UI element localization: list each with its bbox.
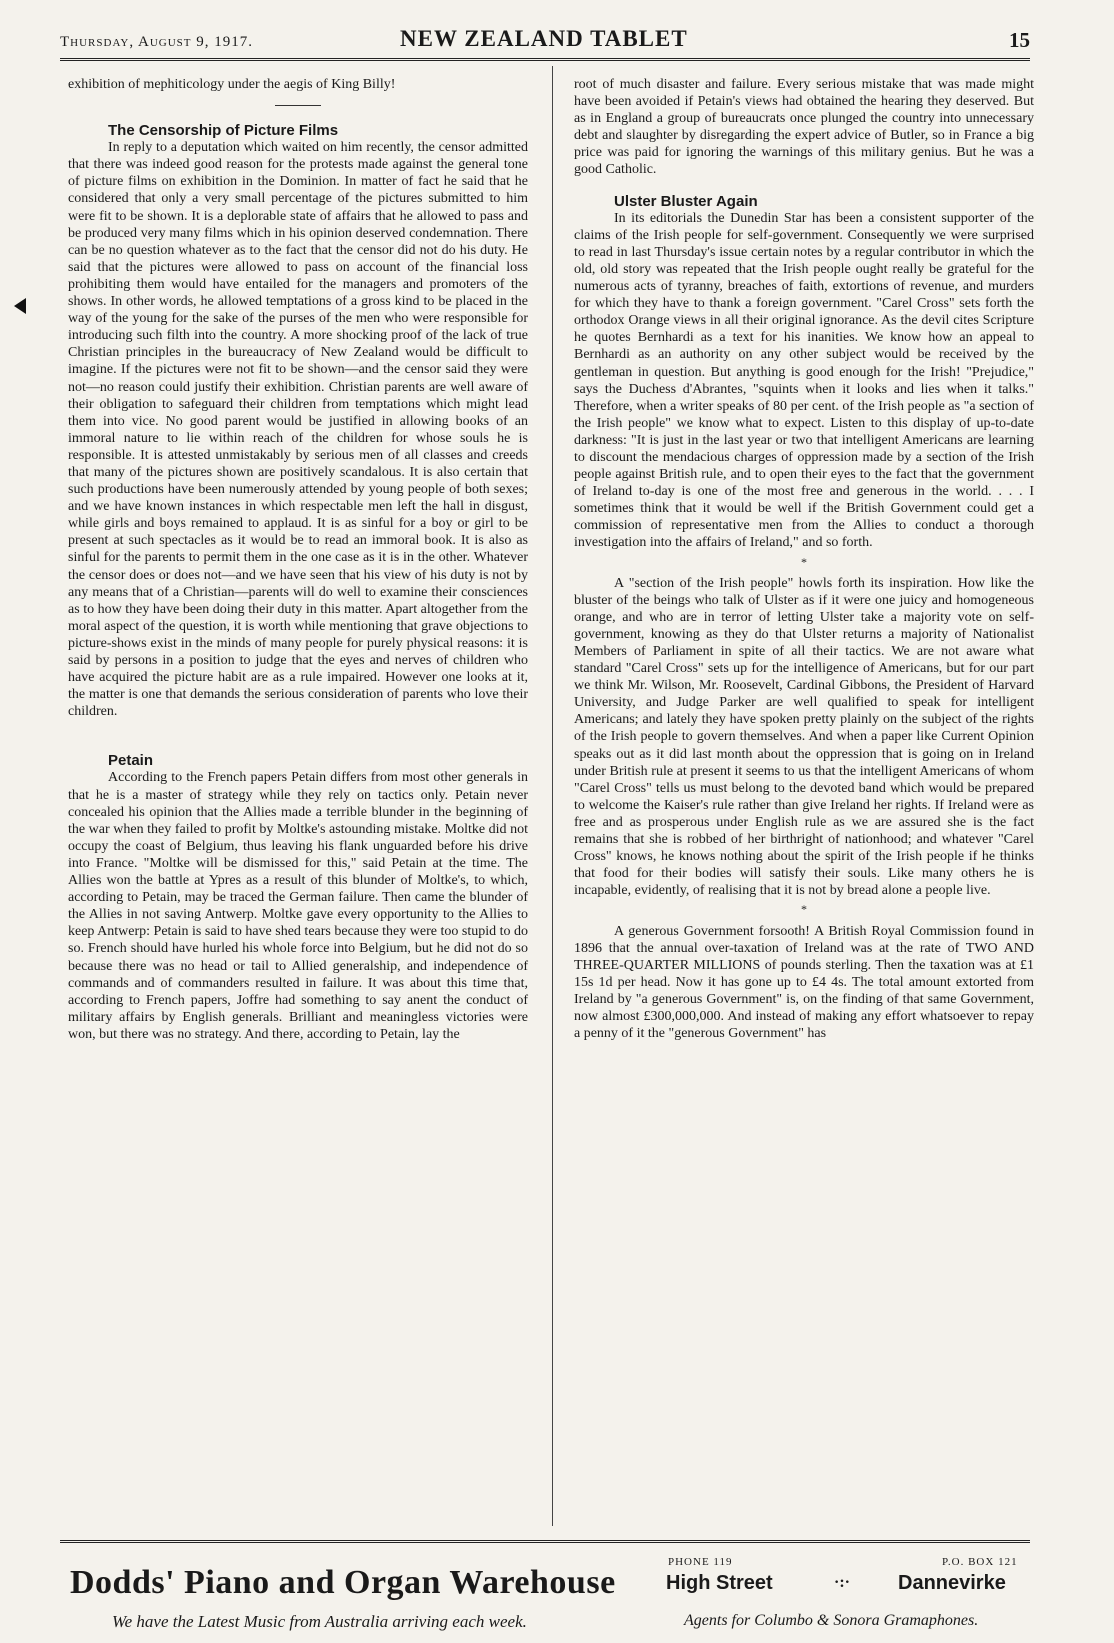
footer-rule	[60, 1540, 1030, 1543]
asterisk-divider: *	[801, 902, 807, 917]
ulster-paragraph-2: A "section of the Irish people" howls forth its inspiration. How like the bluster of the beings who talk of Ulster as if it were one juicy and homogeneous orange, and who are in terror of letting Ulster take a majority vote on self-government, knowing as they do that Ulster returns a majority of Nationalist Members of Parliament in spite of all their tactics. We are not aware what standard "Carel Cross" sets up for the intelligence of Americans, but for our part we think Mr. Wilson, Mr. Roosevelt, Cardinal Gibbons, the President of Harvard University, and Judge Parker are well qualified to speak for intelligent Americans; and lately they have spoken pretty plainly on the subject of the rights of the Irish people to govern themselves. And when a paper like Current Opinion speaks out as it did last month about the oppression that is going on in Ireland under British rule at present it seems to us that the intelligent Americans of whom "Carel Cross" tells us must belong to the devoted band which would be prepared to welcome the Kaiser's rule rather than give Ireland her rights. If Ireland were as free and as prosperous under English rule as we are assured she is the fact remains that she is robbed of her birthright of nationhood; and whatever "Carel Cross" knows, he knows nothing about the spirit of the Irish people if he thinks that food for their bodies will satisfy their souls. Like many others he is incapable, evidently, of realising that it is not by bread alone a people live.	[574, 575, 1034, 899]
publication-title: NEW ZEALAND TABLET	[400, 26, 688, 51]
margin-pointer-icon	[14, 298, 26, 314]
films-heading: The Censorship of Picture Films	[108, 122, 339, 140]
continued-paragraph: root of much disaster and failure. Every serious mistake that was made might have been avoided if Petain's views had obtained the hearing they deserved. But as in England a group of bureaucrats once plunged the country into unnecessary debt and slaughter by disregarding the expert advice of Butler, so in France a big price was paid for ignoring the warnings of this military genius. But he was a good Catholic.	[574, 77, 1034, 178]
address-separator: ·:·	[834, 1574, 850, 1591]
advertisement	[60, 1550, 1030, 1630]
issue-date: Thursday, August 9, 1917.	[60, 34, 253, 50]
section-divider	[275, 105, 321, 106]
ulster-paragraph-1: In its editorials the Dunedin Star has been a consistent supporter of the claims of the Irish people for self-government. Consequently we were surprised to read in last Thursday's issue certain notes by a regular contributor in which the old, old story was repeated that the Irish people ought really be grateful for the numerous acts of tyranny, breaches of faith, extortions of revenue, and murders for which they have to thank a foreign government. "Carel Cross" sets forth the orthodox Orange views in all their original ignorance. As the devil cites Scripture he quotes Bernhardi as a text for his inanities. We know how an appeal to Bernhardi as an authority on any other subject would be received by the gentleman in question. But anything is good enough for the Irish! "Prejudice," says the Duchess d'Abrantes, "squints when it looks and lies when it talks." Therefore, when a writer speaks of 80 per cent. of the Irish people as "a section of the Irish people" we know what to expect. Listen to this display of up-to-date darkness: "It is just in the last year or two that intelligent Americans are learning to discount the mendacious charges of oppression made by a section of the Irish people against British rule, and to open their eyes to the fact that the government of Ireland to-day is one of the most free and generous in the world. . . . I sometimes think that it would be well if the British Government could get a commission of representative men from the Allies to conduct a thorough investigation into the affairs of Ireland," and so forth.	[574, 210, 1034, 551]
advertiser-name: Dodds' Piano and Organ Warehouse	[70, 1564, 616, 1601]
spacer	[574, 179, 1034, 193]
page-header	[60, 26, 1030, 56]
page-number: 15	[1009, 28, 1030, 52]
petain-body: According to the French papers Petain differs from most other generals in that he is a master of strategy while they rely on tactics only. Petain never concealed his opinion that the Allies made a terrible blunder in the beginning of the war when they failed to profit by Moltke's astounding mistake. Moltke did not occupy the coast of Belgium, thus leaving his flank unguarded before his drive into France. "Moltke will be dismissed for this," said Petain at the time. The Allies won the battle at Ypres as a result of this blunder of Moltke's, to which, according to Petain, may be traced the German failure. Then came the blunder of the Allies in not saving Antwerp. Moltke gave every opportunity to the Allies to keep Antwerp: Petain is said to have shed tears because they were too stupid to do so. French should have hurled his whole force into Belgium, but he did not do so because there was no head or tail to Allied generalship, and independence of commands and of commanders resulted in failure. It was about this time that, according to French papers, Joffre had something to say anent the conduct of military affairs by English generals. Brilliant and meaningless victories were won, but there was no strategy. And there, according to Petain, lay the	[68, 770, 528, 1042]
ulster-heading: Ulster Bluster Again	[614, 192, 758, 210]
spacer	[68, 720, 528, 752]
intro-paragraph: exhibition of mephiticology under the aegis of King Billy!	[68, 77, 396, 92]
right-column	[574, 76, 1034, 1042]
advertiser-tagline: We have the Latest Music from Australia arriving each week.	[112, 1612, 527, 1631]
po-box: P.O. BOX 121	[942, 1556, 1018, 1568]
phone-number: PHONE 119	[668, 1556, 733, 1568]
ulster-paragraph-3: A generous Government forsooth! A British Royal Commission found in 1896 that the annual over-taxation of Ireland was at the rate of TWO AND THREE-QUARTER MILLIONS of pounds sterling. Then the taxation was at £1 15s 1d per head. Now it has gone up to £4 4s. The total amount extorted from Ireland by "a generous Government" is, on the finding of that same Government, now almost £300,000,000. And instead of making any effort whatsoever to repay a penny of it the "generous Government" has	[574, 923, 1034, 1042]
left-column	[68, 76, 528, 1043]
column-divider	[552, 66, 553, 1526]
street-address: High Street	[666, 1572, 773, 1594]
films-body: In reply to a deputation which waited on him recently, the censor admitted that there was indeed good reason for the protests made against the general tone of picture films on exhibition in the Dominion. In matter of fact he said that he considered that only a very small percentage of the pictures submitted to him were fit to be shown. It is a deplorable state of affairs that he allowed to pass and be produced very many films which in his opinion deserved condemnation. There can be no question whatever as to the fact that the censor did not do his duty. He said that the pictures were allowed to pass on account of the financial loss prohibiting them would have entailed for the managers and promoters of the shows. In other words, he allowed temptations of a gross kind to be placed in the way of the young for the sake of the purses of the men who were responsible for introducing such filth into the country. A more shocking proof of the lack of true Christian principles in the bureaucracy of New Zealand would be difficult to imagine. If the pictures were not fit to be shown—and the censor said they were not—no reason could justify their exhibition. Christian parents are well aware of their obligation to safeguard their children from temptations which might lead them into vice. No good parent would be justified in allowing books of an immoral nature to lie within reach of the children for whose souls he is responsible. It is attested unmistakably by serious men of all classes and creeds that many of the pictures shown are positively scandalous. It is also certain that such productions have been numerously attended by young people of both sexes; and we have known instances in which respectable men left the hall in disgust, while girls and boys remained to applaud. It is as sinful for a boy or girl to be present at such spectacles as it would be to read an immoral book. It is also as sinful for the parents to permit them in the one case as it is in the other. Whatever the censor does or does not—and we have seen that his view of his duty is not by any means that of a Christian—parents will do well to examine their consciences as to how they have been doing their duty in this matter. Apart altogether from the moral aspect of the question, it is worth while mentioning that grave objections to picture-shows exist in the minds of many people for purely physical reasons: it is said by persons in a position to judge that the eyes and nerves of children who have acquired the picture habit are as a rule impaired. However one looks at it, the matter is one that demands the serious consideration of parents who love their children.	[68, 140, 528, 720]
header-rule	[60, 58, 1030, 61]
agents-line: Agents for Columbo & Sonora Gramaphones.	[684, 1612, 979, 1629]
asterisk-divider: *	[801, 554, 807, 569]
petain-heading: Petain	[108, 752, 154, 770]
town-name: Dannevirke	[898, 1572, 1006, 1594]
